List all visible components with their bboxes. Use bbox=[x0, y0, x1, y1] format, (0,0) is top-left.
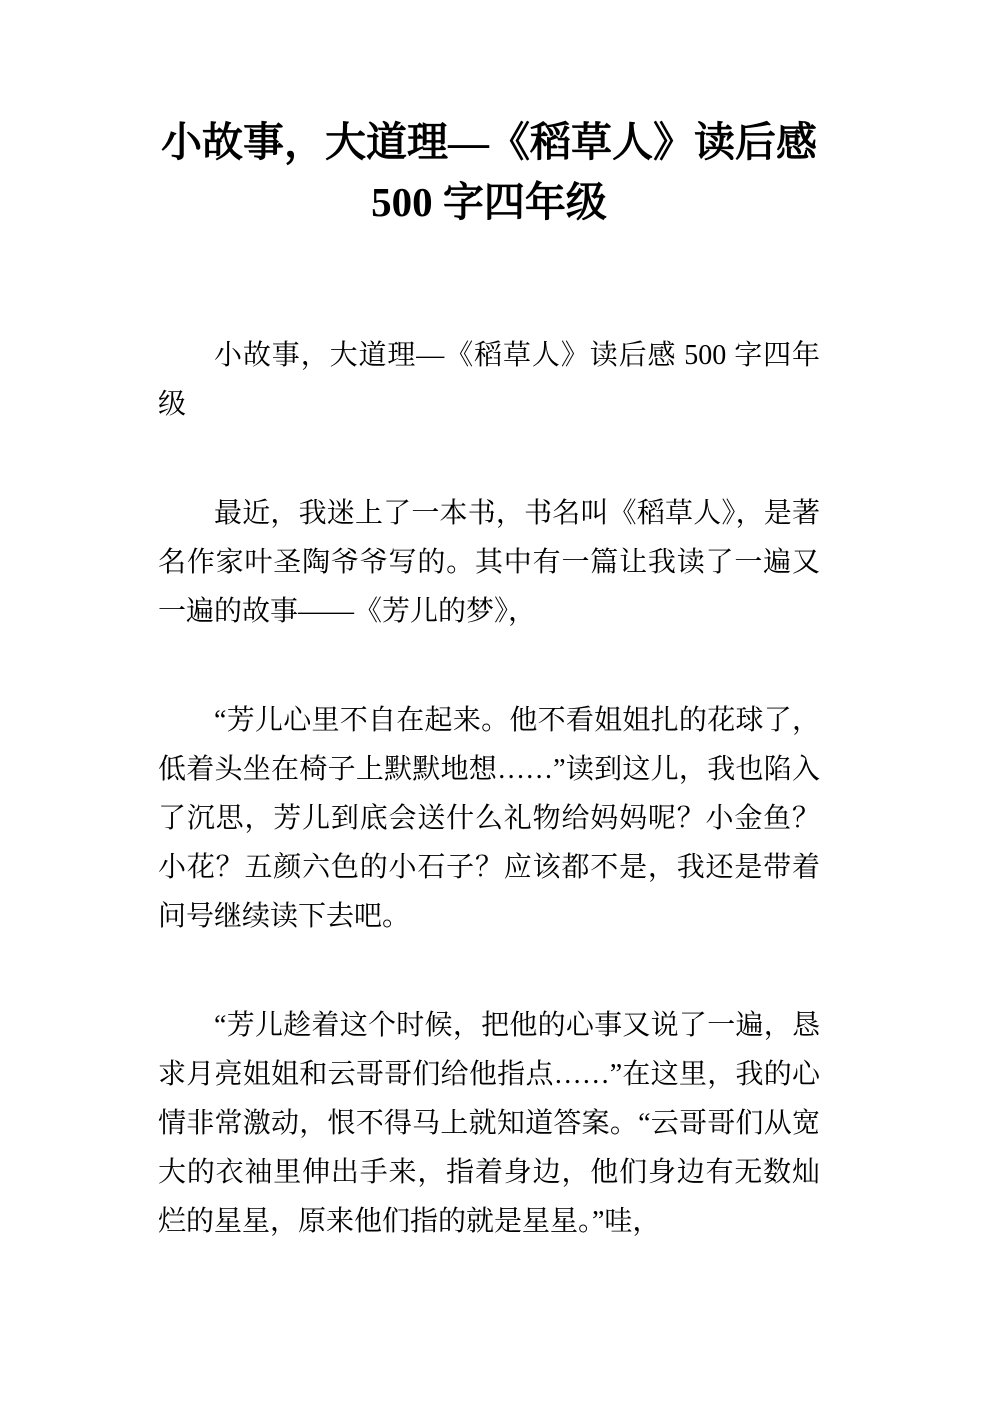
paragraph-intro: 最近，我迷上了一本书，书名叫《稻草人》，是著名作家叶圣陶爷爷写的。其中有一篇让我读了一遍又一遍的故事——《芳儿的梦》， bbox=[158, 498, 820, 627]
page-title: 小故事，大道理—《稻草人》读后感 500 字四年级 bbox=[161, 119, 817, 225]
paragraph-quote-2: “芳儿趁着这个时候，把他的心事又说了一遍，恳求月亮姐姐和云哥哥们给他指点……”在这里，我的心情非常激动，恨不得马上就知道答案。“云哥哥们从宽大的衣袖里伸出手来，指着身边，他们身边有无数灿烂的星星，原来他们指的就是星星。”哇， bbox=[158, 1010, 820, 1237]
paragraph-repeat-title: 小故事，大道理—《稻草人》读后感 500 字四年级 bbox=[158, 340, 820, 420]
paragraph-quote-1: “芳儿心里不自在起来。他不看姐姐扎的花球了，低着头坐在椅子上默默地想……”读到这儿，我也陷入了沉思，芳儿到底会送什么礼物给妈妈呢？小金鱼？小花？五颜六色的小石子？应该都不是，我还是带着问号继续读下去吧。 bbox=[158, 705, 820, 932]
